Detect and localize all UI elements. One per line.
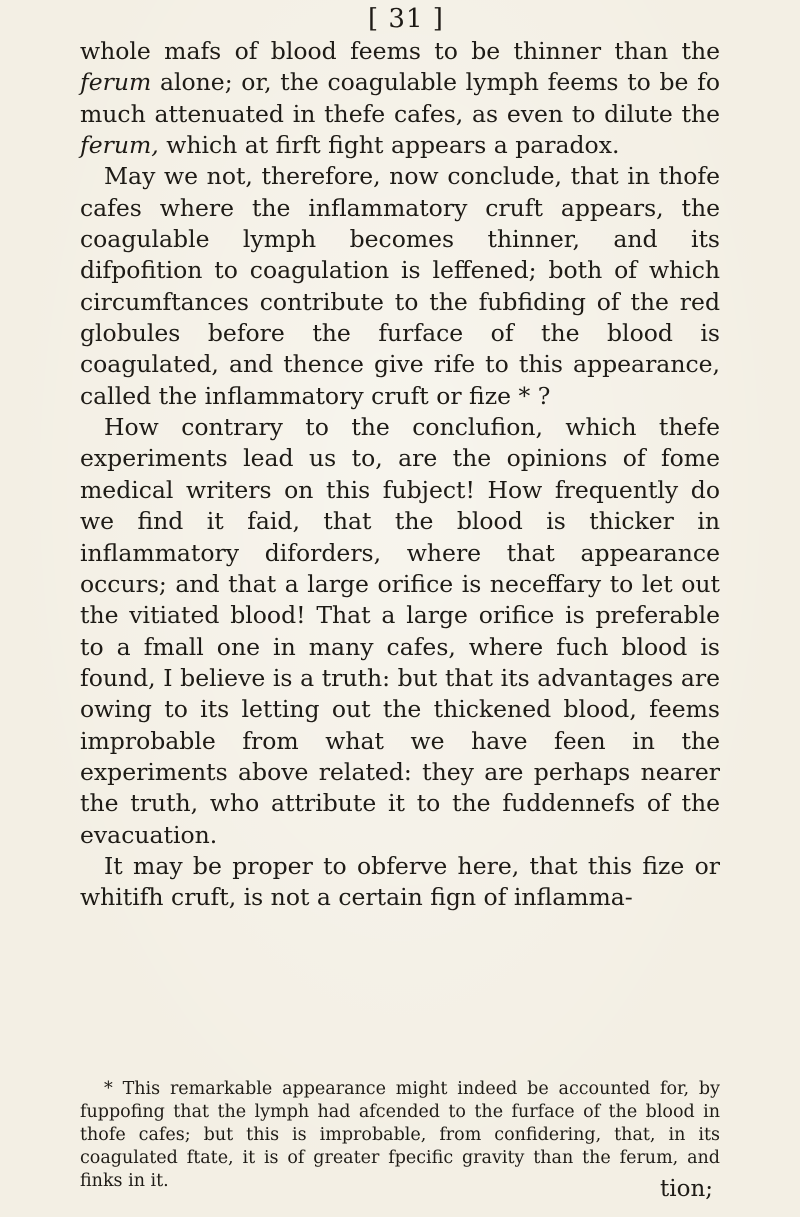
text-run: May we not, therefore, now conclude, that in thofe cafes where the inflammatory cruft appears, the coagulable lymph becomes thinner, and its difpofition to coagulation is leffened; both of which circumftances contribute to the fubfiding of the red globules before the furface of the blood is coagulated, and thence give rife to this appearance, called the inflammatory cruft or fize * ? (80, 162, 720, 410)
page-number: [ 31 ] (368, 4, 444, 34)
footnote-text: * This remarkable appearance might indeed be accounted for, by fuppofing that the lymph had afcended to the furface of the blood in thofe cafes; but this is improbable, from confidering, that, in its coagulated ftate, it is of greater fpecific gravity than the ferum, and finks in it. (80, 1079, 720, 1191)
paragraph (80, 412, 720, 851)
main-text (80, 36, 720, 914)
text-run: How contrary to the conclufion, which thefe experiments lead us to, are the opinions of fome medical writers on this fubject! How frequently do we find it faid, that the blood is thicker in inflammatory diforders, where that appearance occurs; and that a large orifice is neceffary to let out the vitiated blood! That a large orifice is preferable to a fmall one in many cafes, where fuch blood is found, I believe is a truth: but that its advantages are owing to its letting out the thickened blood, feems improbable from what we have feen in the experiments above related: they are perhaps nearer the truth, who attribute it to the fuddennefs of the evacuation. (80, 413, 720, 849)
paragraph (80, 161, 720, 412)
catchword: tion; (660, 1176, 714, 1202)
text-run: alone; or, the coagulable lymph feems to be fo much attenuated in thefe cafes, as even to dilute the (80, 68, 720, 128)
italic-text: ferum, (80, 131, 159, 160)
text-run: which at firft fight appears a paradox. (158, 131, 620, 160)
footnote (80, 1078, 720, 1193)
paragraph (80, 36, 720, 161)
text-run: It may be proper to obferve here, that this fize or whitifh cruft, is not a certain fign of inflamma- (80, 851, 720, 912)
paragraph (80, 851, 720, 914)
text-run: whole mafs of blood feems to be thinner than the (80, 37, 720, 65)
italic-text: ferum (80, 68, 152, 97)
